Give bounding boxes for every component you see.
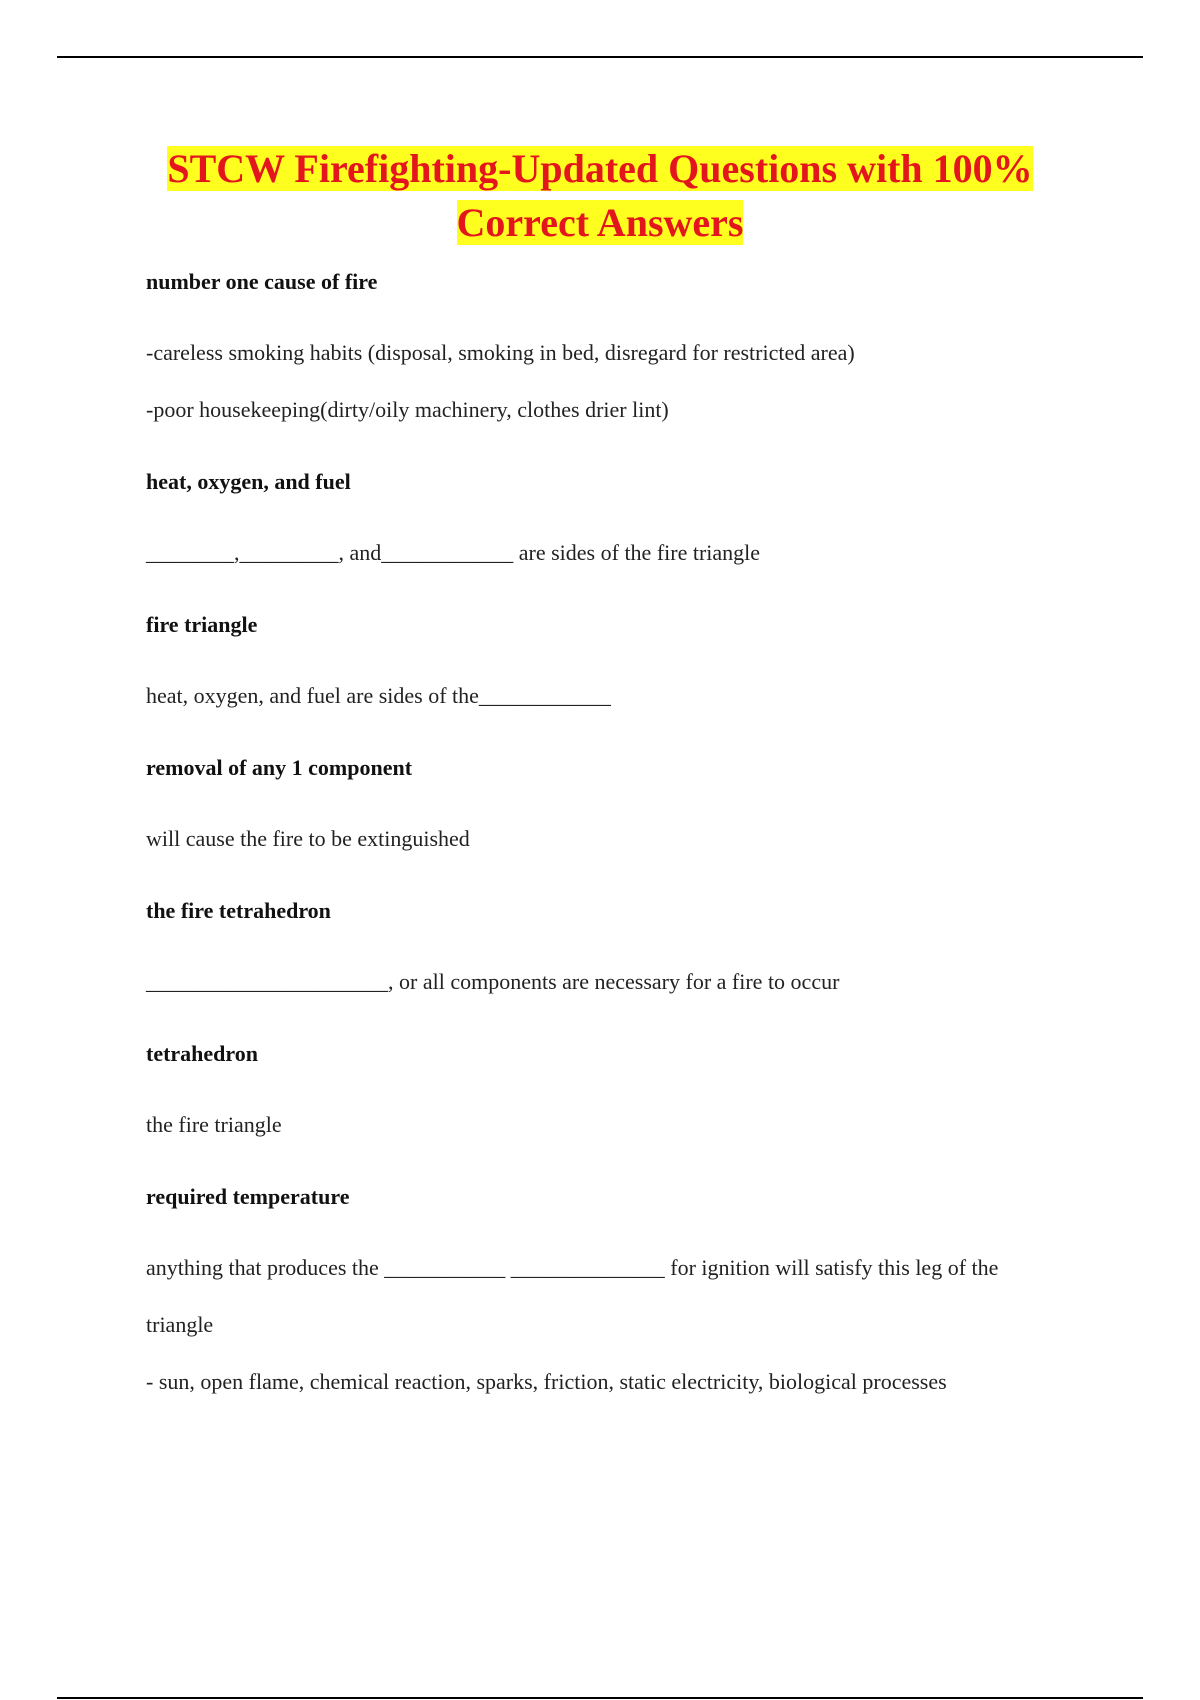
card-term: number one cause of fire — [146, 269, 378, 294]
card-definition: anything that produces the ___________ ______________ for ignition will satisfy this leg of the — [146, 1255, 999, 1280]
title-line-1: STCW Firefighting-Updated Questions with 100% — [167, 146, 1033, 191]
card-definition: triangle — [146, 1312, 214, 1337]
card-term: tetrahedron — [146, 1041, 259, 1066]
card-term: fire triangle — [146, 612, 258, 637]
title-line-2: Correct Answers — [456, 200, 744, 245]
card-term: the fire tetrahedron — [146, 898, 331, 923]
card-definition: will cause the fire to be extinguished — [146, 826, 470, 851]
top-rule — [57, 56, 1143, 58]
card-term: removal of any 1 component — [146, 755, 413, 780]
card-definition: the fire triangle — [146, 1112, 282, 1137]
card-definition: ________,_________, and____________ are sides of the fire triangle — [146, 540, 761, 565]
card-definition: heat, oxygen, and fuel are sides of the____________ — [146, 683, 611, 708]
card-definition: -poor housekeeping(dirty/oily machinery, clothes drier lint) — [146, 397, 669, 422]
card-definition: ______________________, or all components are necessary for a fire to occur — [146, 969, 840, 994]
card-definition: -careless smoking habits (disposal, smoking in bed, disregard for restricted area) — [146, 340, 855, 365]
document-title — [0, 142, 1200, 250]
card-definition: - sun, open flame, chemical reaction, sparks, friction, static electricity, biological processes — [146, 1369, 947, 1394]
card-term: required temperature — [146, 1184, 350, 1209]
bottom-rule — [57, 1697, 1143, 1699]
card-term: heat, oxygen, and fuel — [146, 469, 351, 494]
flashcard-list — [146, 268, 1086, 1396]
